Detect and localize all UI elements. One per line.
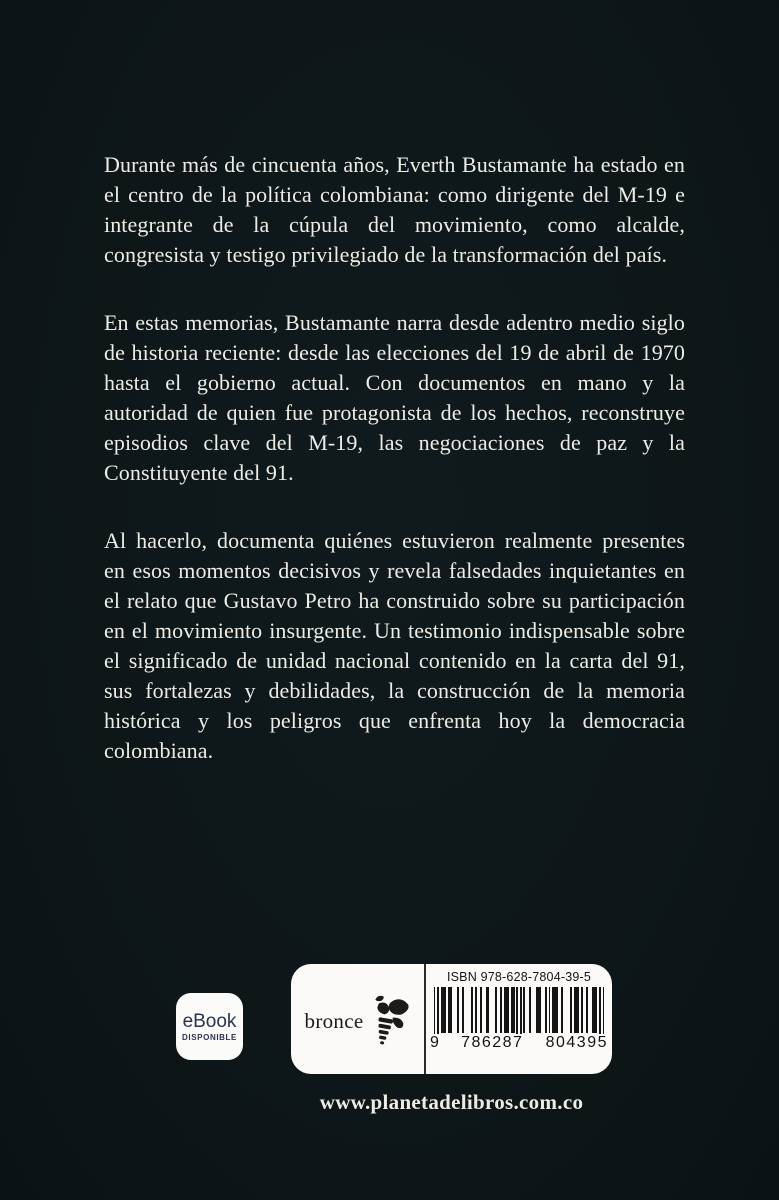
barcode-digit-system: 9 <box>430 1034 439 1051</box>
isbn-label: ISBN 978-628-7804-39-5 <box>446 970 592 984</box>
synopsis-paragraph-2: En estas memorias, Bustamante narra desde adentro medio siglo de historia reciente: desde las elecciones del 19 de abril de 1970 hasta el gobierno actual. Con documentos en mano y la autoridad de quien fue protagonista de los hechos, reconstruye episodios clave del M-19, las negociaciones de paz y la Constituyente del 91. <box>104 310 685 485</box>
website-url: www.planetadelibros.com.co <box>319 1090 584 1114</box>
barcode-digits-left-group: 786287 <box>461 1034 524 1051</box>
bee-icon <box>370 987 410 1051</box>
ebook-badge-subtitle: DISPONIBLE <box>182 1032 237 1042</box>
publisher-isbn-panel <box>291 964 612 1074</box>
barcode-block <box>426 964 612 1074</box>
ebook-badge <box>176 993 243 1060</box>
publisher-logo <box>291 964 424 1074</box>
barcode-digits-right-group: 804395 <box>545 1034 608 1051</box>
publisher-name: bronce <box>304 1008 364 1033</box>
synopsis <box>104 150 685 766</box>
synopsis-paragraph-1: Durante más de cincuenta años, Everth Bustamante ha estado en el centro de la política colombiana: como dirigente del M-19 e integrante de la cúpula del movimiento, como alcalde, congresista y testigo privilegiado de la transformación del país. <box>104 152 685 267</box>
synopsis-paragraph-3: Al hacerlo, documenta quiénes estuvieron realmente presentes en esos momentos decisivos y revela falsedades inquietantes en el relato que Gustavo Petro ha construido sobre su participación en el movimiento insurgente. Un testimonio indispensable sobre el significado de unidad nacional contenido en la carta del 91, sus fortalezas y debilidades, la construcción de la memoria histórica y los peligros que enfrenta hoy la democracia colombiana. <box>104 528 685 763</box>
ebook-badge-title: eBook <box>182 1010 237 1032</box>
barcode-digits <box>428 1034 610 1052</box>
